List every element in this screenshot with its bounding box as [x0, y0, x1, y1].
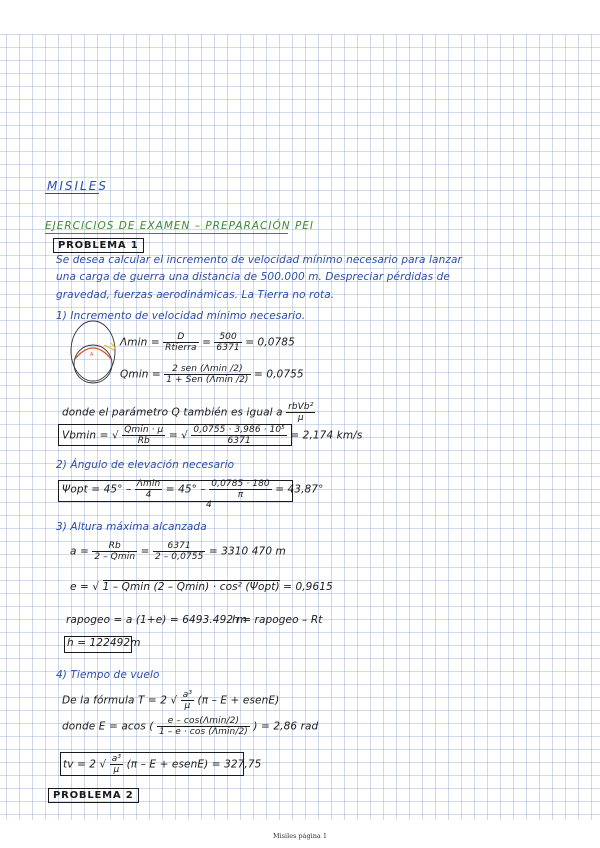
parameter-note-text: donde el parámetro Q también es igual a: [62, 406, 283, 419]
fraction-denominator: Rb: [137, 436, 150, 446]
fraction-numeric-a: [153, 541, 205, 562]
fraction-a3-over-mu-2: [110, 754, 123, 775]
equation-a-lhs: a =: [70, 545, 89, 558]
equation-qmin-result: = 0,0755: [254, 368, 304, 381]
equation-lambda: Λmin = $\frac{D}{\text{Rtierra}}$ = $\frac{500}{6371}$ = 0,0785: [120, 332, 295, 353]
fraction-numerator: 0,0785 · 180: [211, 479, 270, 489]
fraction-qmin: [164, 364, 250, 385]
part-1-heading: 1) Incremento de velocidad mínimo necesario.: [56, 310, 306, 322]
fraction-numerator: 2 sen (Λmin /2): [164, 364, 250, 375]
fraction-eccentric-anomaly: [157, 716, 250, 737]
equation-eccentric-anomaly: donde E = acos ( $\frac{e - \cos(\Lambda\min/2)}{1 - e \cdot \cos (\Lambda\min/2)}$ ) = 2,86 rad: [62, 716, 319, 737]
fraction-denominator: 1 + Sen (Λmin /2): [166, 375, 249, 385]
height-result: h = 122492m: [67, 637, 141, 649]
equation-angle-mid: = 45° –: [165, 483, 206, 496]
title-underline: [45, 193, 99, 194]
fraction-denominator: 1 – e · cos (Λmin/2): [158, 727, 248, 737]
equation-velocity: Vbmin = √ $\frac{Qmin \cdot \mu}{Rb}$ = √ $\frac{\text{0,0755 · 3,986 · 10⁵}}{6371}$ = 2,174 km/s: [62, 425, 363, 446]
problem-statement-line-2: una carga de guerra una distancia de 500.000 m. Despreciar pérdidas de: [56, 271, 450, 283]
equation-flight-time-formula: De la fórmula T = 2 √ $\frac{\text{a³}}{\mu}$ (π – E + esenE): [62, 690, 280, 711]
fraction-denominator: μ: [297, 413, 304, 423]
equation-flight-time: tv = 2 √ $\frac{\text{a³}}{\mu}$ (π – E + esenE) = 327,75: [63, 754, 262, 775]
problem-1-badge: PROBLEMA 1: [53, 238, 144, 253]
equation-angle: [62, 479, 323, 500]
fraction-denominator: μ: [184, 701, 191, 711]
problem-statement-line-3: gravedad, fuerzas aerodinámicas. La Tierra no rota.: [56, 289, 335, 301]
fraction-denominator: 2 – Qmin: [94, 552, 136, 562]
fraction-numeric-angle: [209, 479, 271, 500]
equation-height-definition: h = rapogeo – Rt: [232, 614, 323, 626]
problem-2-badge: PROBLEMA 2: [48, 788, 139, 803]
fraction-numerator: 500: [214, 332, 241, 343]
equation-a-result: = 3310 470 m: [208, 545, 286, 558]
equation-e-result: = 0,9615: [283, 581, 333, 593]
equation-semimajor-axis: a = $\frac{Rb}{2 - Qmin}$ = $\frac{6371}{2 - 0,0755}$ = 3310 470 m: [70, 541, 286, 562]
fraction-numerator: rbVb²: [288, 402, 314, 412]
equation-apogee: rapogeo = a (1+e) = 6493.492 m: [66, 614, 247, 626]
fraction-rv2-over-mu: [286, 402, 315, 423]
equation-eccentricity: e = √ 1 – Qmin (2 – Qmin) · cos² (Ψopt) = 0,9615: [70, 581, 333, 593]
equation-E-intro: donde E = acos: [62, 720, 146, 733]
section-heading-underline: [45, 233, 288, 234]
equation-lambda-result: = 0,0785: [245, 336, 295, 349]
fraction-denominator: 2 – 0,0755: [154, 552, 204, 562]
fraction-numerator: D: [163, 332, 198, 343]
fraction-denominator: 6371: [227, 436, 251, 446]
fraction-numerator: Qmin · μ: [124, 425, 164, 435]
fraction-r-over-2-q: [92, 541, 137, 562]
part-3-heading: 3) Altura máxima alcanzada: [56, 521, 207, 533]
fraction-numerator: 0,0755 · 3,986 · 10⁵: [193, 425, 285, 435]
fraction-numerator: 6371: [153, 541, 205, 552]
formula-tail: (π – E + esenE): [197, 694, 280, 707]
fraction-a3-over-mu: [181, 690, 194, 711]
equation-qmin-lhs: Qmin =: [120, 368, 161, 381]
fraction-numerator: a³: [182, 690, 193, 700]
equation-velocity-lhs: Vbmin =: [62, 429, 109, 442]
fraction-d-over-r: [163, 332, 198, 353]
angle-denominator-4: 4: [206, 500, 212, 510]
fraction-numerator: e – cos(Λmin/2): [157, 716, 250, 727]
fraction-denominator: 6371: [216, 343, 240, 353]
equation-e-expression: 1 – Qmin (2 – Qmin) · cos² (Ψopt): [102, 581, 280, 593]
page-top-margin: [0, 0, 600, 34]
equation-velocity-result: = 2,174 km/s: [290, 429, 363, 442]
fraction-500-over-6371: [214, 332, 241, 353]
fraction-lambda-over-4: [135, 479, 163, 500]
equation-e-lhs: e =: [70, 581, 89, 593]
equation-angle-result: = 43,87°: [275, 483, 324, 496]
trajectory-ellipse: [71, 321, 115, 381]
flight-time-lhs: tv = 2: [63, 758, 97, 771]
formula-intro: De la fórmula T = 2: [62, 694, 168, 707]
fraction-denominator: π: [237, 490, 244, 500]
parameter-note: [62, 402, 315, 423]
equation-E-result: = 2,86 rad: [261, 720, 319, 733]
problem-statement-line-1: Se desea calcular el incremento de velocidad mínimo necesario para lanzar: [56, 254, 462, 266]
equation-lambda-lhs: Λmin =: [120, 336, 160, 349]
part-2-heading: 2) Ángulo de elevación necesario: [56, 459, 235, 471]
fraction-denominator: Rtierra: [165, 343, 197, 353]
earth-circle: [74, 345, 112, 383]
page-title: MISILES: [47, 179, 108, 193]
fraction-denominator: μ: [113, 765, 120, 775]
equation-angle-lhs: Ψopt = 45° –: [62, 483, 132, 496]
section-heading: EJERCICIOS DE EXAMEN – PREPARACIÓN PEI: [45, 220, 315, 232]
fraction-numeric-velocity: [191, 425, 286, 446]
fraction-denominator: 4: [145, 490, 152, 500]
part-4-heading: 4) Tiempo de vuelo: [56, 669, 160, 681]
fraction-numerator: Λmin: [136, 479, 161, 489]
trajectory-diagram: [66, 317, 122, 385]
fraction-numerator: a³: [111, 754, 122, 764]
fraction-numerator: Rb: [92, 541, 137, 552]
diagram-label-a: A: [90, 352, 94, 358]
flight-time-result: (π – E + esenE) = 327,75: [126, 758, 262, 771]
equation-qmin: [120, 364, 304, 385]
fraction-q-mu-over-r: [122, 425, 165, 446]
page-footer: Misiles página 1: [272, 832, 327, 840]
